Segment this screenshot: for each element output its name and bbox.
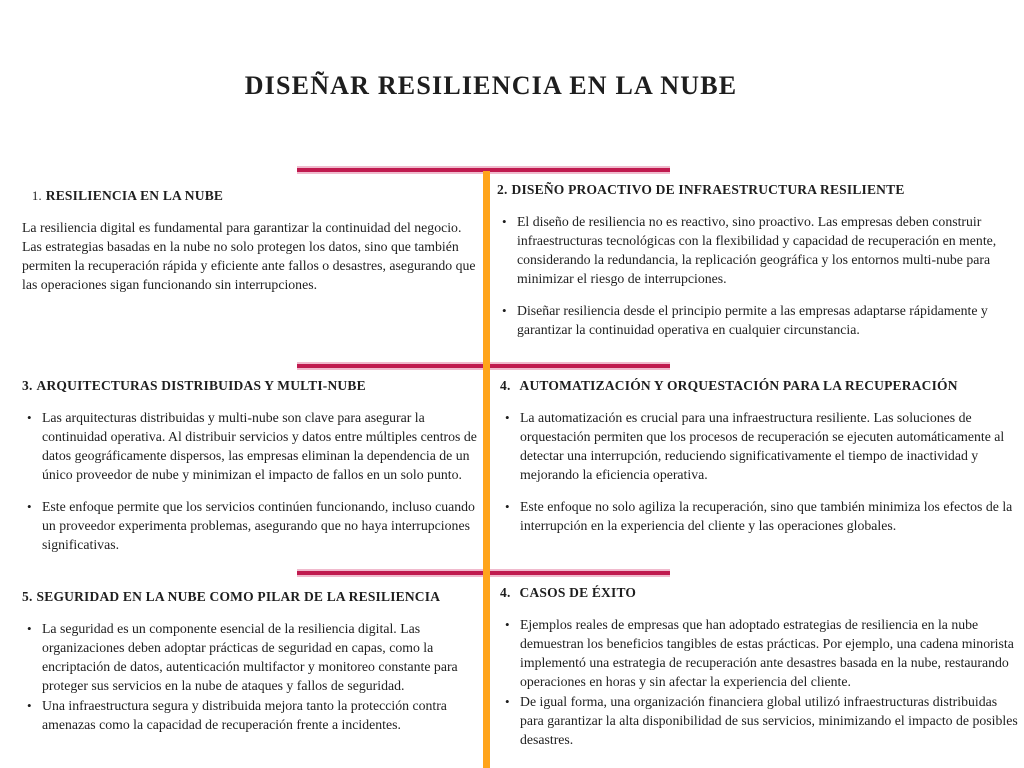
section-heading bbox=[22, 589, 480, 605]
section-paragraph: La resiliencia digital es fundamental para garantizar la continuidad del negocio. Las estrategias basadas en la nube no solo protegen los datos, sino que también permiten la recuperación rápida y eficiente ante fallos o desastres, asegurando que las operaciones sigan funcionando sin interrupciones. bbox=[22, 220, 476, 292]
bullet-item: • Ejemplos reales de empresas que han adoptado estrategias de resiliencia en la nube demuestran los beneficios tangibles de estas prácticas. Por ejemplo, una cadena minorista implementó una estrategia de recuperación ante desastres basada en la nube, restaurando operaciones en horas y sin afectar la experiencia del cliente. bbox=[500, 615, 1018, 691]
bullet-item: • Diseñar resiliencia desde el principio permite a las empresas adaptarse rápidamente y garantizar la continuidad operativa en cualquier circunstancia. bbox=[497, 301, 1015, 339]
bullet-list bbox=[22, 408, 480, 554]
bullet-item: • La seguridad es un componente esencial de la resiliencia digital. Las organizaciones deben adoptar prácticas de seguridad en capas, como la encriptación de datos, autenticación multifactor y monitoreo constante para proteger sus servicios en la nube de ataques y fallos de seguridad. bbox=[22, 619, 480, 695]
bullet-item: • Una infraestructura segura y distribuida mejora tanto la protección contra amenazas como la capacidad de recuperación frente a incidentes. bbox=[22, 696, 480, 734]
section-title: CASOS DE ÉXITO bbox=[519, 585, 637, 600]
section-number: 4. bbox=[500, 378, 511, 393]
section-number: 3. bbox=[22, 378, 33, 393]
bullet-item: • Este enfoque no solo agiliza la recuperación, sino que también minimiza los efectos de la interrupción en la experiencia del cliente y las operaciones globales. bbox=[500, 497, 1014, 535]
section-title: DISEÑO PROACTIVO DE INFRAESTRUCTURA RESILIENTE bbox=[511, 182, 905, 197]
section-number: 1. bbox=[32, 189, 42, 203]
page-title: DISEÑAR RESILIENCIA EN LA NUBE bbox=[244, 71, 738, 101]
vertical-divider-line bbox=[483, 171, 490, 768]
section-heading bbox=[500, 378, 1014, 394]
bullet-item: • De igual forma, una organización financiera global utilizó infraestructuras distribuidas para garantizar la alta disponibilidad de sus servicios, minimizando el impacto de posibles desastres. bbox=[500, 692, 1018, 749]
section-heading bbox=[22, 188, 477, 204]
section-number: 2. bbox=[497, 182, 508, 197]
section-number: 4. bbox=[500, 585, 511, 600]
section-casos-de-exito bbox=[500, 585, 1018, 750]
section-number: 5. bbox=[22, 589, 33, 604]
bullet-item: • El diseño de resiliencia no es reactivo, sino proactivo. Las empresas deben construir infraestructuras tecnológicas con la flexibilidad y capacidad de recuperación en mente, considerando la redundancia, la replicación geográfica y los entornos multi-nube para minimizar el riesgo de interrupciones. bbox=[497, 212, 1015, 288]
bullet-list bbox=[500, 615, 1018, 749]
section-title: RESILIENCIA EN LA NUBE bbox=[45, 188, 224, 203]
section-arquitecturas-distribuidas bbox=[22, 378, 480, 567]
section-title: ARQUITECTURAS DISTRIBUIDAS Y MULTI-NUBE bbox=[36, 378, 366, 393]
section-title: SEGURIDAD EN LA NUBE COMO PILAR DE LA RESILIENCIA bbox=[36, 589, 441, 604]
section-resiliencia-en-la-nube bbox=[22, 188, 477, 294]
section-heading bbox=[497, 182, 1015, 198]
section-diseno-proactivo bbox=[497, 182, 1015, 352]
section-automatizacion-orquestacion bbox=[500, 378, 1014, 548]
bullet-list bbox=[500, 408, 1014, 535]
bullet-item: • La automatización es crucial para una infraestructura resiliente. Las soluciones de orquestación permiten que los procesos de recuperación se ejecuten automáticamente al detectar una interrupción, reduciendo significativamente el tiempo de inactividad y mejorando la eficiencia operativa. bbox=[500, 408, 1014, 484]
bullet-list bbox=[22, 619, 480, 734]
section-heading bbox=[500, 585, 1018, 601]
bullet-list bbox=[497, 212, 1015, 339]
section-title: AUTOMATIZACIÓN Y ORQUESTACIÓN PARA LA RECUPERACIÓN bbox=[519, 378, 958, 393]
section-heading bbox=[22, 378, 480, 394]
section-seguridad-en-la-nube bbox=[22, 589, 480, 735]
bullet-item: • Las arquitecturas distribuidas y multi-nube son clave para asegurar la continuidad operativa. Al distribuir servicios y datos entre múltiples centros de datos geográficamente dispersos, las empresas eliminan la dependencia de un único proveedor de nube y minimizan el impacto de fallos en un solo punto. bbox=[22, 408, 480, 484]
bullet-item: • Este enfoque permite que los servicios continúen funcionando, incluso cuando un proveedor experimenta problemas, asegurando que no haya interrupciones significativas. bbox=[22, 497, 480, 554]
